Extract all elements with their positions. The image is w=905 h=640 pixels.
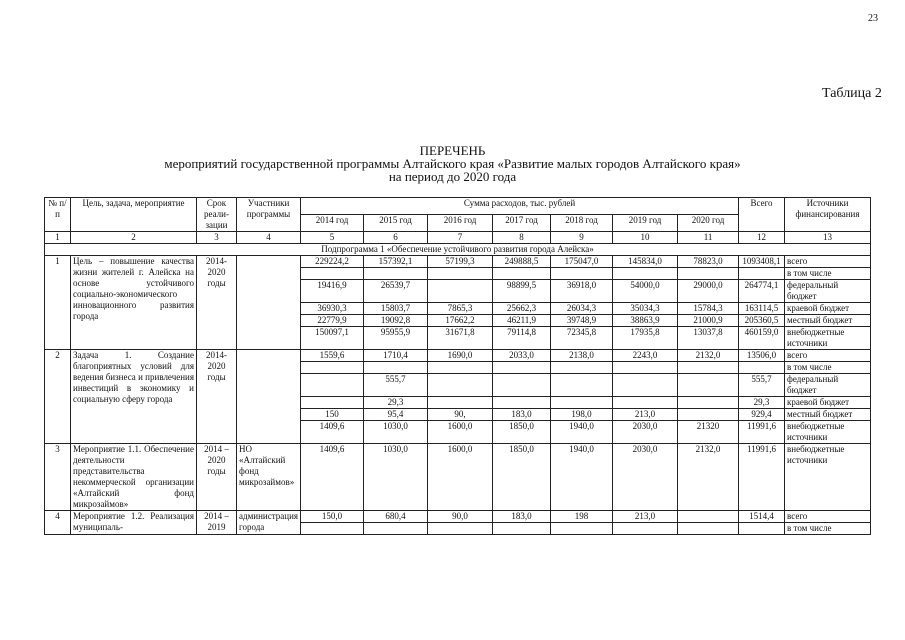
column-index: 2 — [71, 232, 197, 244]
amount-cell — [493, 362, 551, 374]
amount-cell: 1710,4 — [364, 350, 428, 362]
amount-cell: 7865,3 — [428, 303, 493, 315]
row-participants: администрация города — [237, 511, 301, 535]
header-year: 2020 год — [678, 215, 739, 232]
total-cell: 29,3 — [739, 397, 785, 409]
total-cell: 264774,1 — [739, 280, 785, 303]
amount-cell: 1850,0 — [493, 444, 551, 511]
column-index: 4 — [237, 232, 301, 244]
amount-cell — [364, 362, 428, 374]
amount-cell — [428, 397, 493, 409]
row-goal: Цель – повышение качества жизни жителей г. Алейска на основе устойчивого социально-экономического инновационного развития города — [71, 256, 197, 350]
amount-cell: 1600,0 — [428, 421, 493, 444]
total-cell: 11991,6 — [739, 421, 785, 444]
amount-cell: 1850,0 — [493, 421, 551, 444]
row-term: 2014-2020 годы — [197, 256, 237, 350]
amount-cell — [678, 409, 739, 421]
amount-cell: 1409,6 — [301, 444, 364, 511]
amount-cell: 31671,8 — [428, 327, 493, 350]
amount-cell: 17662,2 — [428, 315, 493, 327]
column-index: 8 — [493, 232, 551, 244]
header-year: 2018 год — [551, 215, 613, 232]
document-title — [0, 144, 905, 183]
amount-cell: 680,4 — [364, 511, 428, 523]
amount-cell — [493, 268, 551, 280]
source-cell: местный бюджет — [785, 409, 871, 421]
amount-cell — [428, 374, 493, 397]
amount-cell — [551, 523, 613, 535]
amount-cell: 15784,3 — [678, 303, 739, 315]
amount-cell: 26034,3 — [551, 303, 613, 315]
amount-cell — [551, 268, 613, 280]
amount-cell — [493, 374, 551, 397]
total-cell — [739, 523, 785, 535]
source-cell: всего — [785, 350, 871, 362]
column-index: 5 — [301, 232, 364, 244]
header-row — [45, 198, 871, 215]
amount-cell: 78823,0 — [678, 256, 739, 268]
amount-cell — [301, 268, 364, 280]
amount-cell — [428, 280, 493, 303]
total-cell: 11991,6 — [739, 444, 785, 511]
amount-cell: 21000,9 — [678, 315, 739, 327]
row-number: 3 — [45, 444, 71, 511]
source-cell: федеральный бюджет — [785, 374, 871, 397]
amount-cell — [613, 374, 678, 397]
column-index: 12 — [739, 232, 785, 244]
source-cell: краевой бюджет — [785, 303, 871, 315]
total-cell: 13506,0 — [739, 350, 785, 362]
amount-cell — [678, 397, 739, 409]
amount-cell: 15803,7 — [364, 303, 428, 315]
table-row — [45, 511, 871, 523]
row-goal: Задача 1. Создание благоприятных условий для ведения бизнеса и привлечения инвестиций в экономику и социальную сферу города — [71, 350, 197, 444]
amount-cell: 95955,9 — [364, 327, 428, 350]
title-line-2: мероприятий государственной программы Алтайского края «Развитие малых городов Алтайского края» — [164, 156, 741, 171]
row-participants: НО «Алтайский фонд микрозаймов» — [237, 444, 301, 511]
total-cell — [739, 362, 785, 374]
amount-cell — [613, 268, 678, 280]
amount-cell: 145834,0 — [613, 256, 678, 268]
amount-cell: 21320 — [678, 421, 739, 444]
header-sources: Источники финансирования — [785, 198, 871, 232]
header-term: Срок реали-зации — [197, 198, 237, 232]
amount-cell: 19092,8 — [364, 315, 428, 327]
amount-cell: 1940,0 — [551, 421, 613, 444]
source-cell: внебюджетные источники — [785, 327, 871, 350]
header-total: Всего — [739, 198, 785, 232]
header-year: 2019 год — [613, 215, 678, 232]
row-participants — [237, 256, 301, 350]
row-number: 1 — [45, 256, 71, 350]
header-year: 2016 год — [428, 215, 493, 232]
amount-cell: 36918,0 — [551, 280, 613, 303]
source-cell: в том числе — [785, 268, 871, 280]
amount-cell — [301, 397, 364, 409]
amount-cell: 54000,0 — [613, 280, 678, 303]
amount-cell: 90, — [428, 409, 493, 421]
source-cell: внебюджетные источники — [785, 421, 871, 444]
amount-cell: 95,4 — [364, 409, 428, 421]
total-cell: 460159,0 — [739, 327, 785, 350]
amount-cell — [493, 397, 551, 409]
amount-cell: 72345,8 — [551, 327, 613, 350]
amount-cell — [428, 523, 493, 535]
amount-cell — [428, 362, 493, 374]
amount-cell: 249888,5 — [493, 256, 551, 268]
amount-cell: 229224,2 — [301, 256, 364, 268]
amount-cell: 2030,0 — [613, 421, 678, 444]
amount-cell — [613, 523, 678, 535]
subprogram-row — [45, 244, 871, 256]
amount-cell: 79114,8 — [493, 327, 551, 350]
column-index: 9 — [551, 232, 613, 244]
amount-cell: 29000,0 — [678, 280, 739, 303]
amount-cell: 198 — [551, 511, 613, 523]
table-row — [45, 256, 871, 268]
column-index: 10 — [613, 232, 678, 244]
amount-cell: 1030,0 — [364, 421, 428, 444]
amount-cell: 19416,9 — [301, 280, 364, 303]
amount-cell: 2138,0 — [551, 350, 613, 362]
table-row — [45, 350, 871, 362]
amount-cell — [551, 362, 613, 374]
amount-cell: 157392,1 — [364, 256, 428, 268]
total-cell: 205360,5 — [739, 315, 785, 327]
header-participants: Участники программы — [237, 198, 301, 232]
header-num: № п/п — [45, 198, 71, 232]
amount-cell: 2243,0 — [613, 350, 678, 362]
amount-cell — [678, 511, 739, 523]
subprogram-title: Подпрограмма 1 «Обеспечение устойчивого развития города Алейска» — [45, 244, 871, 256]
amount-cell: 1600,0 — [428, 444, 493, 511]
column-index: 1 — [45, 232, 71, 244]
source-cell: внебюджетные источники — [785, 444, 871, 511]
amount-cell — [364, 268, 428, 280]
amount-cell — [301, 374, 364, 397]
row-number: 4 — [45, 511, 71, 535]
source-cell: местный бюджет — [785, 315, 871, 327]
amount-cell: 17935,8 — [613, 327, 678, 350]
column-index: 13 — [785, 232, 871, 244]
amount-cell: 36930,3 — [301, 303, 364, 315]
amount-cell — [301, 523, 364, 535]
amount-cell — [613, 397, 678, 409]
amount-cell: 213,0 — [613, 409, 678, 421]
amount-cell: 1030,0 — [364, 444, 428, 511]
total-cell — [739, 268, 785, 280]
amount-cell — [364, 523, 428, 535]
amount-cell: 150 — [301, 409, 364, 421]
amount-cell: 1690,0 — [428, 350, 493, 362]
table-reference: Таблица 2 — [822, 86, 882, 101]
amount-cell: 2030,0 — [613, 444, 678, 511]
header-year: 2015 год — [364, 215, 428, 232]
column-index: 3 — [197, 232, 237, 244]
page-number: 23 — [868, 13, 878, 24]
amount-cell: 98899,5 — [493, 280, 551, 303]
amount-cell — [551, 397, 613, 409]
row-term: 2014 – 2019 — [197, 511, 237, 535]
amount-cell: 150,0 — [301, 511, 364, 523]
amount-cell: 2132,0 — [678, 444, 739, 511]
amount-cell: 1409,6 — [301, 421, 364, 444]
column-index: 6 — [364, 232, 428, 244]
row-participants — [237, 350, 301, 444]
amount-cell: 183,0 — [493, 409, 551, 421]
column-index-row — [45, 232, 871, 244]
source-cell: всего — [785, 511, 871, 523]
amount-cell — [678, 268, 739, 280]
amount-cell: 213,0 — [613, 511, 678, 523]
amount-cell: 13037,8 — [678, 327, 739, 350]
amount-cell — [678, 374, 739, 397]
total-cell: 1093408,1 — [739, 256, 785, 268]
amount-cell: 1559,6 — [301, 350, 364, 362]
total-cell: 929,4 — [739, 409, 785, 421]
table-row — [45, 444, 871, 511]
amount-cell: 183,0 — [493, 511, 551, 523]
column-index: 7 — [428, 232, 493, 244]
amount-cell: 26539,7 — [364, 280, 428, 303]
source-cell: в том числе — [785, 523, 871, 535]
row-goal: Мероприятие 1.1. Обеспечение деятельности представительства некоммерческой организации «Алтайский фонд микрозаймов» — [71, 444, 197, 511]
header-year: 2017 год — [493, 215, 551, 232]
amount-cell: 25662,3 — [493, 303, 551, 315]
source-cell: краевой бюджет — [785, 397, 871, 409]
amount-cell: 150097,1 — [301, 327, 364, 350]
amount-cell — [428, 268, 493, 280]
amount-cell — [551, 374, 613, 397]
source-cell: федеральный бюджет — [785, 280, 871, 303]
amount-cell: 57199,3 — [428, 256, 493, 268]
measures-table — [44, 197, 871, 535]
column-index: 11 — [678, 232, 739, 244]
row-term: 2014-2020 годы — [197, 350, 237, 444]
amount-cell: 22779,9 — [301, 315, 364, 327]
amount-cell — [678, 362, 739, 374]
amount-cell: 29,3 — [364, 397, 428, 409]
amount-cell: 1940,0 — [551, 444, 613, 511]
amount-cell: 38863,9 — [613, 315, 678, 327]
amount-cell: 175047,0 — [551, 256, 613, 268]
amount-cell: 2033,0 — [493, 350, 551, 362]
amount-cell: 35034,3 — [613, 303, 678, 315]
amount-cell: 39748,9 — [551, 315, 613, 327]
row-number: 2 — [45, 350, 71, 444]
amount-cell: 198,0 — [551, 409, 613, 421]
header-goal: Цель, задача, мероприятие — [71, 198, 197, 232]
amount-cell: 46211,9 — [493, 315, 551, 327]
source-cell: в том числе — [785, 362, 871, 374]
row-goal: Мероприятие 1.2. Реализация муниципаль- — [71, 511, 197, 535]
header-sum: Сумма расходов, тыс. рублей — [301, 198, 739, 215]
row-term: 2014 – 2020 годы — [197, 444, 237, 511]
title-line-1: ПЕРЕЧЕНЬ — [419, 143, 486, 158]
amount-cell — [301, 362, 364, 374]
source-cell: всего — [785, 256, 871, 268]
amount-cell — [493, 523, 551, 535]
amount-cell: 2132,0 — [678, 350, 739, 362]
total-cell: 163114,5 — [739, 303, 785, 315]
amount-cell — [613, 362, 678, 374]
header-year: 2014 год — [301, 215, 364, 232]
amount-cell: 90,0 — [428, 511, 493, 523]
total-cell: 1514,4 — [739, 511, 785, 523]
amount-cell: 555,7 — [364, 374, 428, 397]
title-line-3: на период до 2020 года — [388, 169, 517, 184]
amount-cell — [678, 523, 739, 535]
total-cell: 555,7 — [739, 374, 785, 397]
